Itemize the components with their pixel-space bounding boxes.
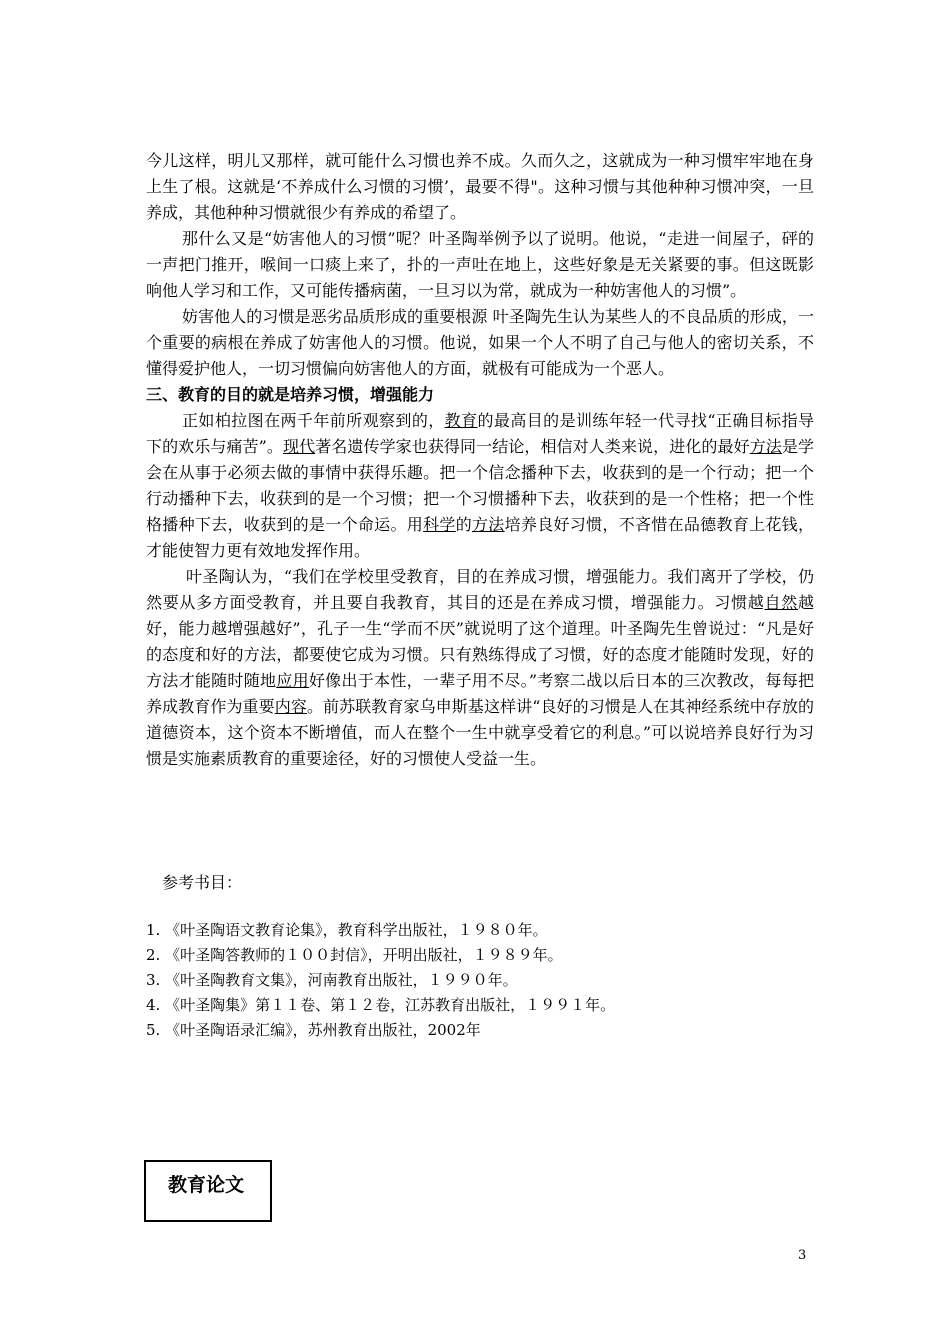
paragraph-5 [146, 564, 814, 772]
reference-item: 1. 《叶圣陶语文教育论集》，教育科学出版社，１９８０年。 [146, 921, 548, 939]
section-heading: 三、教育的目的就是培养习惯，增强能力 [146, 385, 435, 404]
p4-text-2: 的最高目的是训练年轻一代寻找“正确目标指导下的欢乐与痛苦”。 [146, 411, 814, 456]
category-label: 教育论文 [168, 1174, 245, 1196]
link-science[interactable]: 科学 [423, 515, 456, 534]
p4-text-5: 的 [455, 515, 472, 534]
link-method[interactable]: 方法 [749, 437, 782, 456]
reference-item: 5. 《叶圣陶语录汇编》，苏州教育出版社，2002年 [146, 1021, 481, 1039]
p5-text-4: 。前苏联教育家乌申斯基这样讲“良好的习惯是人在其神经系统中存放的道德资本，这个资本不断增值，而人在整个一生中就享受着它的利息。”可以说培养良好行为习惯是实施素质教育的重要途径，好的习惯使人受益一生。 [146, 697, 814, 768]
link-education[interactable]: 教育 [444, 411, 478, 430]
references-title: 参考书目： [162, 873, 243, 892]
p4-text-3: 著名遗传学家也获得同一结论，相信对人类来说，进化的最好 [315, 437, 750, 456]
link-application[interactable]: 应用 [276, 671, 309, 690]
reference-item: 2. 《叶圣陶答教师的１００封信》，开明出版社，１９８９年。 [146, 946, 563, 964]
p4-text-4: 是学会在从事于必须去做的事情中获得乐趣。把一个信念播种下去，收获到的是一个行动；把一个行动播种下去，收获到的是一个习惯；把一个习惯播种下去，收获到的是一个性格；把一个性格播种下去，收获到的是一个命运。用 [146, 437, 814, 534]
page-number: 3 [798, 1248, 807, 1263]
reference-item: 3. 《叶圣陶教育文集》，河南教育出版社，１９９０年。 [146, 971, 518, 989]
reference-item: 4. 《叶圣陶集》第１１卷、第１２卷，江苏教育出版社，１９９１年。 [146, 996, 616, 1014]
p5-text-1: 叶圣陶认为，“我们在学校里受教育，目的在养成习惯，增强能力。我们离开了学校，仍然要从多方面受教育，并且要自我教育，其目的还是在养成习惯，增强能力。习惯越 [146, 567, 814, 612]
body-text [146, 148, 814, 772]
category-box [144, 1160, 272, 1222]
paragraph-3: 妨害他人的习惯是恶劣品质形成的重要根源 叶圣陶先生认为某些人的不良品质的形成，一个重要的病根在养成了妨害他人的习惯。他说，如果一个人不明了自己与他人的密切关系，不懂得爱护他人，一切习惯偏向妨害他人的方面，就极有可能成为一个恶人。 [146, 307, 814, 378]
link-modern[interactable]: 现代 [283, 437, 316, 456]
paragraph-1: 今儿这样，明儿又那样，就可能什么习惯也养不成。久而久之，这就成为一种习惯牢牢地在身上生了根。这就是‘不养成什么习惯的习惯’，最要不得"。这种习惯与其他种种习惯冲突，一旦养成，其他种种习惯就很少有养成的希望了。 [146, 151, 814, 222]
link-content[interactable]: 内容 [274, 697, 307, 716]
p4-text-1: 正如柏拉图在两千年前所观察到的， [182, 411, 445, 430]
paragraph-4 [146, 408, 814, 564]
references-list [146, 918, 846, 1043]
p5-text-3: 好像出于本性，一辈子用不尽。”考察二战以后日本的三次教改，每每把养成教育作为重要 [146, 671, 814, 716]
link-nature[interactable]: 自然 [764, 593, 798, 612]
link-method-2[interactable]: 方法 [472, 515, 505, 534]
p5-text-2: 越好，能力越增强越好”，孔子一生“学而不厌”就说明了这个道理。叶圣陶先生曾说过：“凡是好的态度和好的方法，都要使它成为习惯。只有熟练得成了习惯，好的态度才能随时发现，好的方法才能随时随地 [146, 593, 814, 690]
paragraph-2: 那什么又是“妨害他人的习惯”呢？叶圣陶举例予以了说明。他说，“走进一间屋子，砰的一声把门推开，喉间一口痰上来了，扑的一声吐在地上，这些好象是无关紧要的事。但这既影响他人学习和工作，又可能传播病菌，一旦习以为常，就成为一种妨害他人的习惯”。 [146, 229, 814, 300]
p4-text-6: 培养良好习惯，不吝惜在品德教育上花钱，才能使智力更有效地发挥作用。 [146, 515, 814, 560]
